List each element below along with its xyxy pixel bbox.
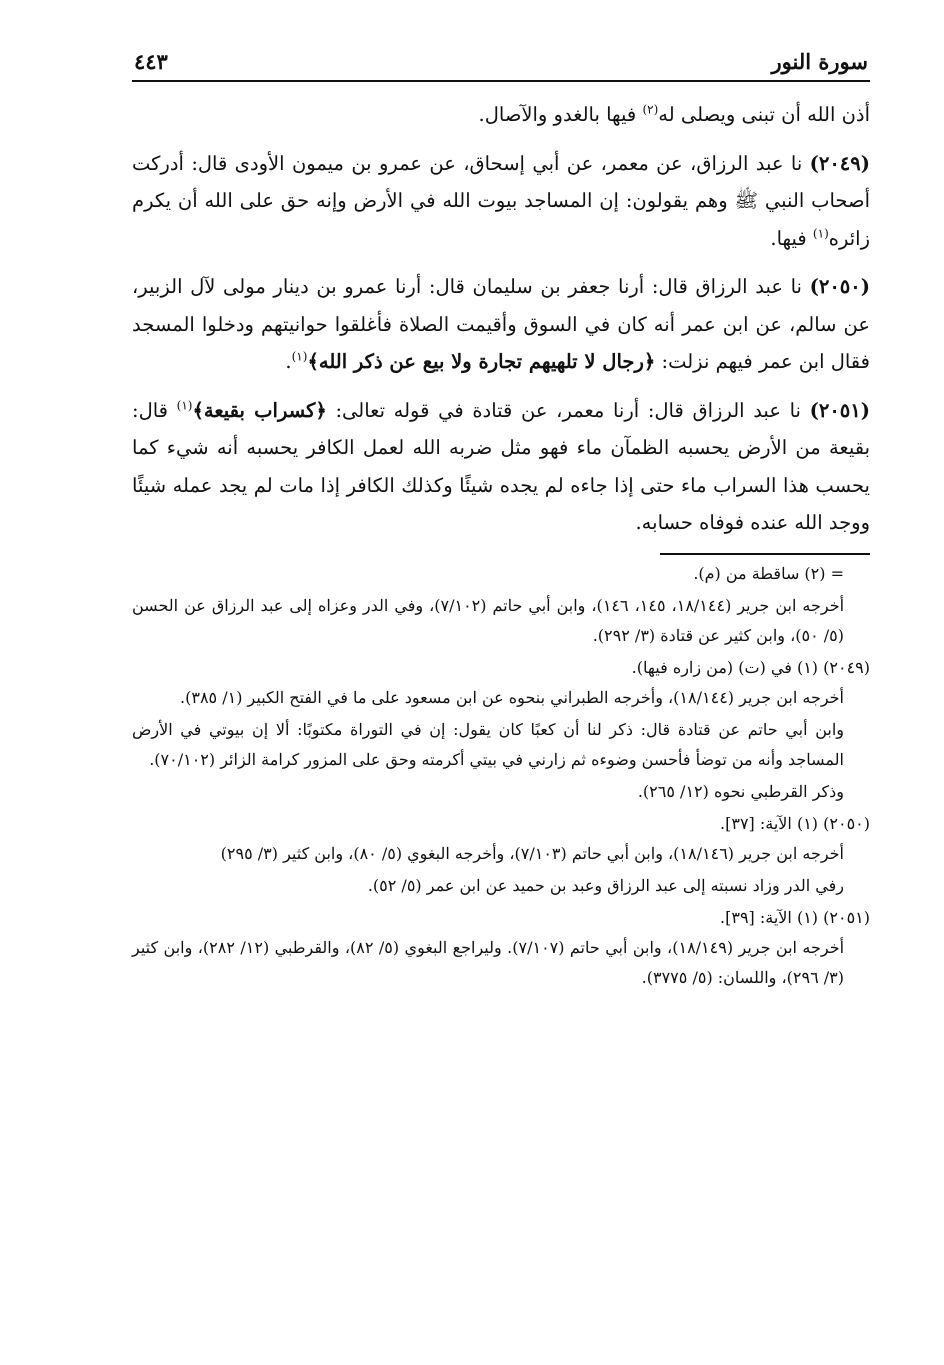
hadith-number: (٢٠٥٠)	[809, 275, 870, 298]
paragraph-text: فيها بالغدو والآصال.	[478, 103, 643, 126]
surah-title: سورة النور	[771, 49, 868, 74]
footnote-entry: أخرجه ابن جرير (١٨/١٤٩)، وابن أبي حاتم (٧/١٠٧). وليراجع البغوي (٥/ ٨٢)، والقرطبي (١٢/ ٢٨٢)، وابن كثير (٣/ ٢٩٦)، واللسان: (٥/ ٣٧٧٥).	[132, 937, 845, 987]
hadith-text: نا عبد الرزاق، عن معمر، عن أبي إسحاق، عن عمرو بن ميمون الأودى قال: أدركت أصحاب النبي ﷺ وهم يقولون: إن المساجد بيوت الله في الأرض وإنه حق على الله أن يكرم زائره	[132, 151, 870, 250]
hadith-text: قال: بقيعة من الأرض يحسبه الظمآن ماء فهو مثل ضربه الله لعمل الكافر يحسبه أنه شيء كما يحسب هذا السراب ماء حتى إذا جاءه لم يجده شيئًا وكذلك الكافر إذا مات لم يجد عمله شيئًا ووجد الله عنده فوفاه حسابه.	[132, 398, 870, 534]
footnote-entry: (٢٠٥١) (١) الآية: [٣٩].	[720, 907, 870, 927]
footnotes	[132, 559, 870, 993]
hadith-2051	[132, 392, 870, 542]
main-text	[132, 96, 870, 542]
footnote-entry: أخرجه ابن جرير (١٨/١٤٤)، وأخرجه الطبراني بنحوه عن ابن مسعود على ما في الفتح الكبير (١/ ٣٨٥).	[180, 687, 844, 707]
footnote-ref: (١)	[291, 349, 308, 364]
page-header	[132, 40, 870, 82]
footnote-ref: (١)	[176, 398, 193, 412]
hadith-number: (٢٠٤٩)	[809, 151, 870, 175]
hadith-text: نا عبد الرزاق قال: أرنا جعفر بن سليمان قال: أرنا عمرو بن دينار مولى لآل الزبير، عن سالم، عن ابن عمر أنه كان في السوق وأقيمت الصلاة فأغلقوا حوانيتهم ودخلوا المسجد فقال ابن عمر فيهم نزلت:	[132, 275, 870, 373]
hadith-2050	[132, 268, 870, 381]
paragraph-continuation	[132, 96, 870, 134]
footnote-divider	[660, 553, 870, 555]
footnote-entry: وابن أبي حاتم عن قتادة قال: ذكر لنا أن كعبًا كان يقول: إن في التوراة مكتوبًا: ألا إن بيوتي في الأرض المساجد وأنه من توضأ فأحسن وضوءه ثم زارني في بيتي أكرمته وحق على المزور كرامة الزائر (٧٠/١٠٢).	[132, 719, 844, 769]
footnote-entry: أخرجه ابن جرير (١٨/١٤٦)، وابن أبي حاتم (٧/١٠٣)، وأخرجه البغوي (٥/ ٨٠)، وابن كثير (٣/ ٢٩٥)	[220, 843, 844, 863]
footnote-entry: رفي الدر وزاد نسبته إلى عبد الرزاق وعبد بن حميد عن ابن عمر (٥/ ٥٢).	[367, 875, 844, 895]
footnote-entry: = (٢) ساقطة من (م).	[693, 563, 844, 583]
quran-verse: ﴿رجال لا تلهيهم تجارة ولا بيع عن ذكر الله﴾	[307, 350, 656, 373]
footnote-entry: (٢٠٥٠) (١) الآية: [٣٧].	[720, 813, 870, 833]
footnote-ref: (٢)	[642, 102, 659, 117]
footnote-entry: (٢٠٤٩) (١) في (ت) (من زاره فيها).	[631, 657, 870, 677]
quran-verse: ﴿كسراب بقيعة﴾	[192, 398, 327, 422]
hadith-text: .	[285, 350, 292, 373]
footnote-entry: وذكر القرطبي نحوه (١٢/ ٢٦٥).	[637, 781, 844, 801]
hadith-text: فيها.	[770, 226, 813, 250]
hadith-number: (٢٠٥١)	[809, 398, 870, 422]
hadith-2049	[132, 145, 870, 258]
paragraph-text: أذن الله أن تبنى ويصلى له	[658, 103, 870, 126]
hadith-text: نا عبد الرزاق قال: أرنا معمر، عن قتادة في قوله تعالى:	[326, 398, 810, 422]
footnote-entry: أخرجه ابن جرير (١٨/١٤٤، ١٤٥، ١٤٦)، وابن أبي حاتم (٧/١٠٢)، وفي الدر وعزاه إلى عبد الرزاق عن الحسن (٥/ ٥٠)، وابن كثير عن قتادة (٣/ ٢٩٢).	[132, 595, 845, 645]
book-page	[132, 40, 870, 995]
page-number: ٤٤٣	[134, 49, 168, 74]
footnote-ref: (١)	[812, 226, 829, 240]
